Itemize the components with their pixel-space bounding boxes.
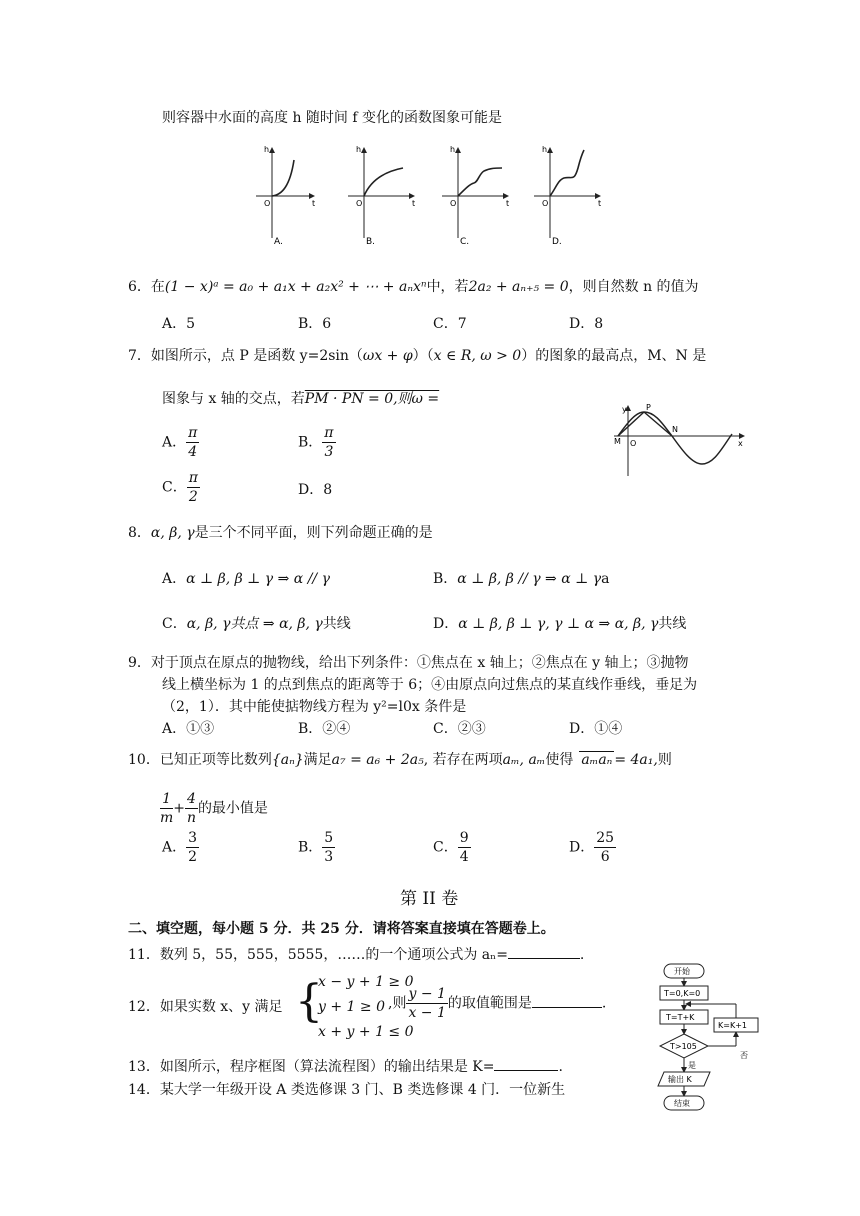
graph-d-label: D. xyxy=(552,237,562,247)
svg-text:h: h xyxy=(542,145,548,154)
q8-option-c: C．α, β, γ共点 ⇒ α, β, γ共线 xyxy=(162,616,351,632)
q8-stem: 8．α, β, γ是三个不同平面，则下列命题正确的是 xyxy=(128,525,433,541)
svg-text:M: M xyxy=(614,437,621,446)
flowchart-update-k: K=K+1 xyxy=(718,1021,747,1030)
flowchart-update-t: T=T+K xyxy=(666,1013,695,1022)
q9-option-a: A．①③ xyxy=(162,721,215,737)
q10-option-d: D． $\frac{25}{6}$ xyxy=(569,830,615,865)
svg-text:t: t xyxy=(412,199,416,208)
q12-brace: { xyxy=(295,976,323,1027)
q11-stem: 11．数列 5，55，555，5555，……的一个通项公式为 aₙ= . xyxy=(128,947,585,963)
svg-text:否: 否 xyxy=(740,1051,748,1060)
q9-option-d: D．①④ xyxy=(569,721,623,737)
flowchart-output: 输出 K xyxy=(668,1075,692,1084)
part2-title: 第 II 卷 xyxy=(400,889,459,909)
q13-stem: 13．如图所示，程序框图（算法流程图）的输出结果是 K= . xyxy=(128,1059,563,1075)
q6-option-d: D．8 xyxy=(569,316,604,332)
q9-line1: 9．对于顶点在原点的抛物线，给出下列条件：①焦点在 x 轴上；②焦点在 y 轴上；③抛物 xyxy=(128,655,689,671)
q7-option-b: B． $\frac{\pi}{3}$ xyxy=(298,425,334,460)
q8-option-d: D．α ⊥ β, β ⊥ γ, γ ⊥ α ⇒ α, β, γ共线 xyxy=(433,616,687,632)
section2-heading: 二、填空题，每小题 5 分．共 25 分．请将答案直接填在答题卷上。 xyxy=(128,921,555,937)
q9-option-b: B．②④ xyxy=(298,721,351,737)
q9-option-c: C．②③ xyxy=(433,721,486,737)
svg-text:y: y xyxy=(622,405,627,414)
svg-text:t: t xyxy=(598,199,602,208)
graph-b xyxy=(348,145,415,247)
q7-option-d: D．8 xyxy=(298,482,333,498)
svg-text:O: O xyxy=(630,439,637,448)
svg-text:O: O xyxy=(356,199,363,208)
q12-lead: 12．如果实数 x、y 满足 xyxy=(128,999,283,1015)
q8-option-a: A．α ⊥ β, β ⊥ γ ⇒ α // γ xyxy=(162,571,330,587)
graph-d xyxy=(534,145,601,247)
q7-stem-line2: 图象与 x 轴的交点，若PM · PN = 0,则ω = xyxy=(162,391,440,407)
svg-text:h: h xyxy=(356,145,362,154)
q7-figure xyxy=(610,402,750,478)
q12-system: x − y + 1 ≥ 0 y + 1 ≥ 0 x + y + 1 ≤ 0 xyxy=(318,974,414,1040)
flowchart-start: 开始 xyxy=(674,967,690,976)
q10-option-b: B． $\frac{5}{3}$ xyxy=(298,830,334,865)
svg-text:N: N xyxy=(672,425,678,434)
svg-text:x: x xyxy=(738,439,743,448)
q6-stem: 6．在(1 − x)ᵃ = a₀ + a₁x + a₂x² + ⋯ + aₙxⁿ中，若2a₂ + aₙ₊₅ = 0，则自然数 n 的值为 xyxy=(128,279,699,295)
svg-text:P: P xyxy=(646,403,651,412)
q9-line2: 线上横坐标为 1 的点到焦点的距离等于 6；④由原点向过焦点的某直线作垂线，垂足为 xyxy=(162,677,698,693)
q10-option-c: C． $\frac{9}{4}$ xyxy=(433,830,469,865)
graph-c xyxy=(442,145,509,247)
q14-stem: 14．某大学一年级开设 A 类选修课 3 门、B 类选修课 4 门．一位新生 xyxy=(128,1082,566,1098)
graph-c-label: C. xyxy=(460,237,470,247)
q8-option-b: B．α ⊥ β, β // γ ⇒ α ⊥ γa xyxy=(433,571,610,587)
q10-expr: $\frac{1}{m}$ + $\frac{4}{n}$ 的最小值是 xyxy=(160,791,268,826)
q6-option-b: B．6 xyxy=(298,316,332,332)
q7-stem-line1: 7．如图所示，点 P 是函数 y=2sin（ωx + φ）（x ∈ R, ω > 0）的图象的最高点，M、N 是 xyxy=(128,348,707,364)
q7-option-a: A． $\frac{\pi}{4}$ xyxy=(162,425,198,460)
flowchart-end: 结束 xyxy=(674,1099,690,1108)
flowchart-init: T=0,K=0 xyxy=(664,989,701,998)
q7-option-c: C． $\frac{\pi}{2}$ xyxy=(162,470,198,505)
graph-a xyxy=(256,145,315,247)
q5-graphs xyxy=(238,138,618,250)
svg-text:O: O xyxy=(542,199,549,208)
q5-stem: 则容器中水面的高度 h 随时间 f 变化的函数图象可能是 xyxy=(162,110,502,126)
svg-text:h: h xyxy=(264,145,270,154)
q10-stem: 10．已知正项等比数列{aₙ}满足a₇ = a₆ + 2a₅, 若存在两项aₘ, aₘ使得 aₘaₙ = 4a₁,则 xyxy=(128,752,672,768)
graph-b-label: B. xyxy=(366,237,376,247)
graph-a-label: A. xyxy=(274,237,283,247)
q6-option-a: A．5 xyxy=(162,316,196,332)
svg-text:是: 是 xyxy=(688,1061,696,1070)
flowchart-cond: T>105 xyxy=(670,1042,697,1051)
q9-line3: （2，1）．其中能使掂物线方程为 y²=l0x 条件是 xyxy=(162,699,467,715)
q10-option-a: A． $\frac{3}{2}$ xyxy=(162,830,198,865)
graph-origin: O xyxy=(264,199,271,208)
svg-text:O: O xyxy=(450,199,457,208)
svg-text:t: t xyxy=(506,199,510,208)
q12-question: ,则 $\frac{y - 1}{x - 1}$ 的取值範围是 . xyxy=(388,986,607,1021)
svg-text:h: h xyxy=(450,145,456,154)
flowchart xyxy=(652,960,762,1136)
q6-option-c: C．7 xyxy=(433,316,467,332)
svg-text:t: t xyxy=(312,199,316,208)
